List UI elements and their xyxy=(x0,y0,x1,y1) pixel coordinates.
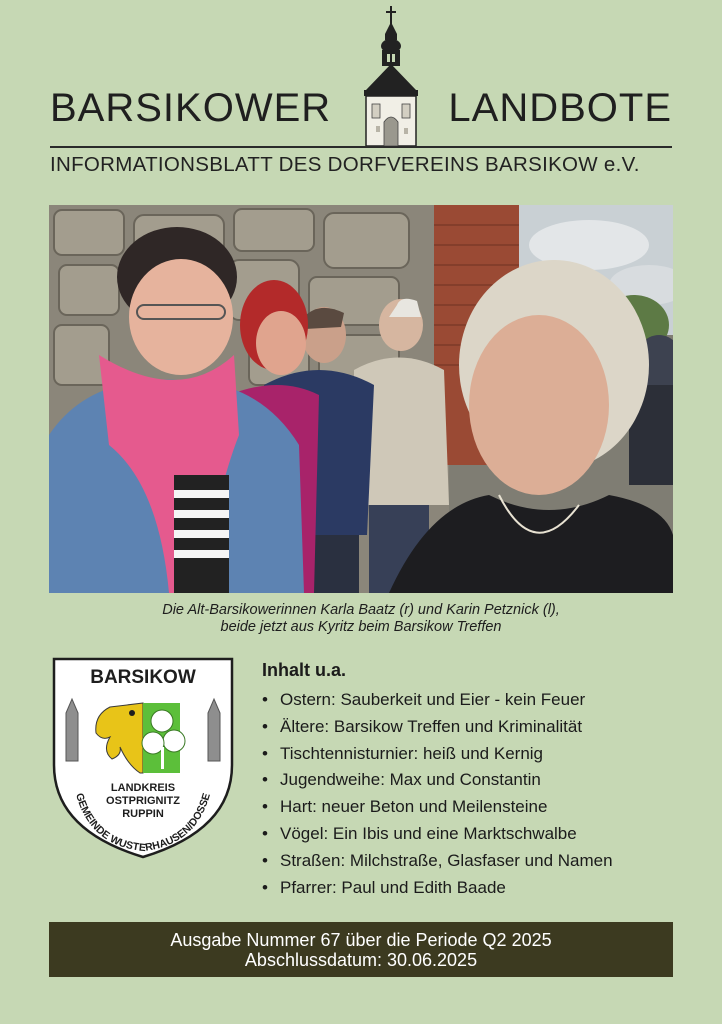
masthead-title-left: BARSIKOWER xyxy=(50,86,332,130)
bullet-icon: • xyxy=(262,850,268,870)
cover-photo xyxy=(49,205,673,593)
crest-line-1: LANDKREIS xyxy=(110,782,176,794)
contents-items xyxy=(262,687,682,901)
contents-item xyxy=(262,821,682,848)
caption-line-2: beide jetzt aus Kyritz beim Barsikow Treffen xyxy=(220,619,502,635)
closing-date-line: Abschlussdatum: 30.06.2025 xyxy=(244,950,478,970)
contents-item-label: Hart: neuer Beton und Meilensteine xyxy=(280,797,548,817)
contents-item xyxy=(262,687,682,714)
bullet-icon: • xyxy=(262,770,268,790)
bullet-icon: • xyxy=(262,877,268,897)
caption-line-1: Die Alt-Barsikowerinnen Karla Baatz (r) und Karin Petznick (l), xyxy=(162,602,560,618)
crest-arc-text: GEMEINDE WUSTERHAUSEN/DOSSE xyxy=(73,791,213,855)
crest-line-2: OSTPRIGNITZ xyxy=(106,795,180,807)
crest-line-3: RUPPIN xyxy=(122,808,164,820)
contents-list xyxy=(262,660,682,901)
contents-item-label: Vögel: Ein Ibis und eine Marktschwalbe xyxy=(280,823,577,843)
masthead-rule xyxy=(50,146,672,148)
bullet-icon: • xyxy=(262,823,268,843)
issue-line: Ausgabe Nummer 67 über die Periode Q2 2025 xyxy=(170,930,552,950)
contents-item-label: Ältere: Barsikow Treffen und Kriminalität xyxy=(280,716,583,736)
contents-item xyxy=(262,848,682,875)
contents-item-label: Jugendweihe: Max und Constantin xyxy=(280,770,541,790)
contents-item-label: Ostern: Sauberkeit und Eier - kein Feuer xyxy=(280,690,586,709)
issue-footer xyxy=(49,922,673,977)
contents-heading: Inhalt u.a. xyxy=(262,660,347,680)
coat-of-arms-icon xyxy=(50,655,236,860)
contents-item xyxy=(262,794,682,821)
contents-item xyxy=(262,741,682,768)
church-tower-icon xyxy=(356,4,426,148)
contents-item-label: Straßen: Milchstraße, Glasfaser und Namen xyxy=(280,850,613,870)
contents-item xyxy=(262,767,682,794)
bullet-icon: • xyxy=(262,690,268,709)
contents-item xyxy=(262,875,682,902)
photo-caption xyxy=(49,602,673,636)
bullet-icon: • xyxy=(262,716,268,736)
masthead xyxy=(50,0,672,180)
contents-item-label: Pfarrer: Paul und Edith Baade xyxy=(280,877,506,897)
bullet-icon: • xyxy=(262,743,268,763)
contents-item-label: Tischtennisturnier: heiß und Kernig xyxy=(280,743,544,763)
bullet-icon: • xyxy=(262,797,268,817)
crest-top-text: BARSIKOW xyxy=(90,667,196,688)
masthead-title-right: LANDBOTE xyxy=(448,86,672,130)
contents-item xyxy=(262,714,682,741)
masthead-subtitle: INFORMATIONSBLATT DES DORFVEREINS BARSIKOW e.V. xyxy=(50,153,640,176)
